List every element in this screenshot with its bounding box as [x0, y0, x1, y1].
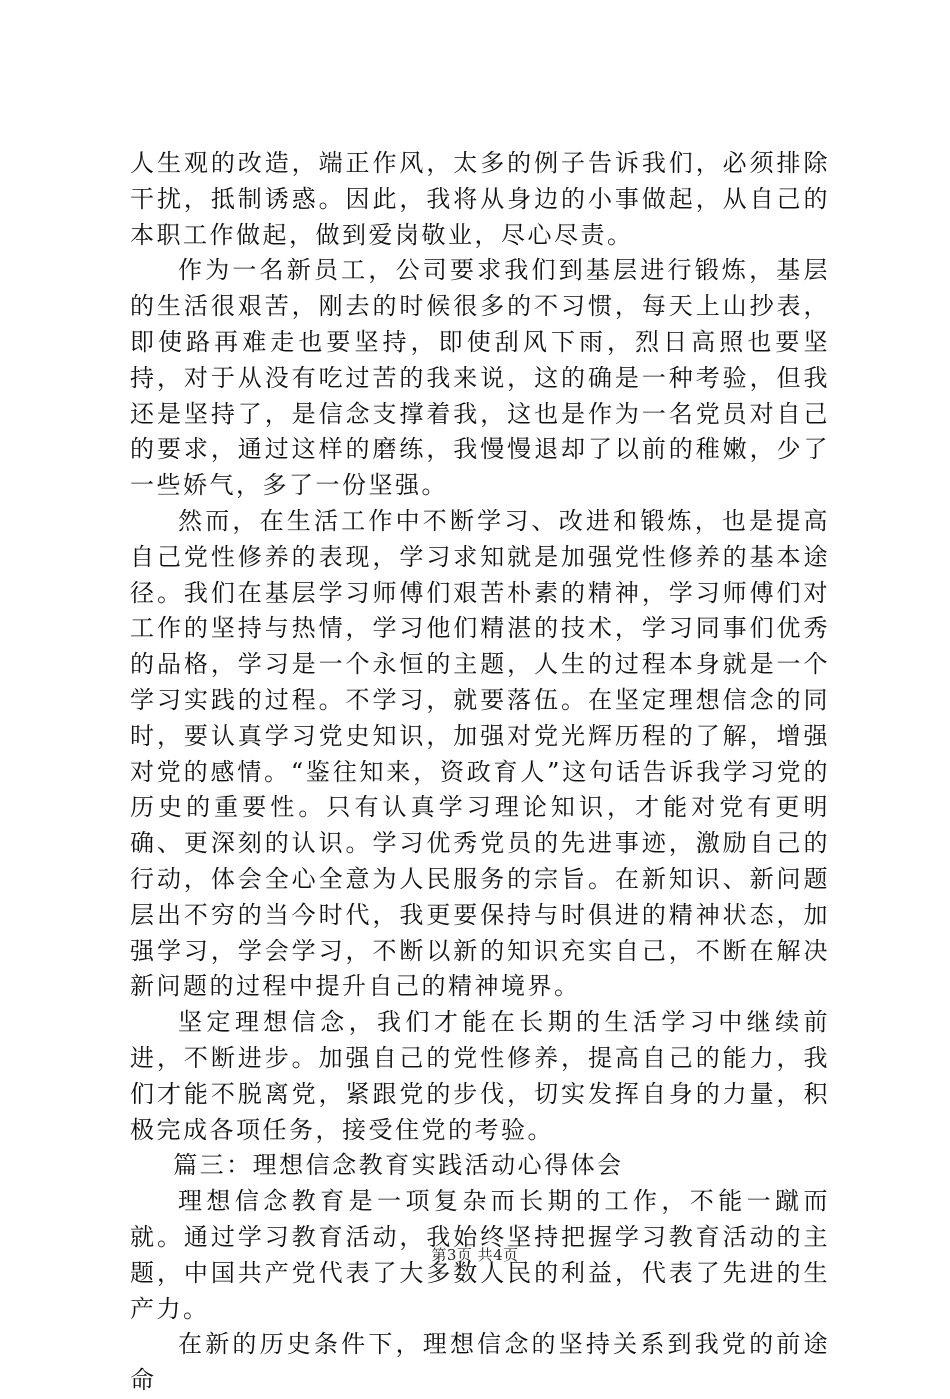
paragraph-historical-conditions: 在新的历史条件下，理想信念的坚持关系到我党的前途命 — [130, 1330, 830, 1395]
paragraph-learning: 然而，在生活工作中不断学习、改进和锻炼，也是提高自己党性修养的表现，学习求知就是加强党性修养的基本途径。我们在基层学习师傅们艰苦朴素的精神，学习师傅们对工作的坚持与热情，学习他们精湛的技术，学习同事们优秀的品格，学习是一个永恒的主题，人生的过程本身就是一个学习实践的过程。不学习，就要落伍。在坚定理想信念的同时，要认真学习党史知识，加强对党光辉历程的了解，增强对党的感情。“鉴往知来，资政育人”这句话告诉我学习党的历史的重要性。只有认真学习理论知识，才能对党有更明确、更深刻的认识。学习优秀党员的先进事迹，激励自己的行动，体会全心全意为人民服务的宗旨。在新知识、新问题层出不穷的当今时代，我更要保持与时俱进的精神状态，加强学习，学会学习，不断以新的知识充实自己，不断在解决新问题的过程中提升自己的精神境界。 — [130, 506, 830, 1001]
paragraph-new-employee: 作为一名新员工，公司要求我们到基层进行锻炼，基层的生活很艰苦，刚去的时候很多的不习惯，每天上山抄表，即使路再难走也要坚持，即使刮风下雨，烈日高照也要坚持，对于从没有吃过苦的我来说，这的确是一种考验，但我还是坚持了，是信念支撑着我，这也是作为一名党员对自己的要求，通过这样的磨练，我慢慢退却了以前的稚嫩，少了一些娇气，多了一份坚强。 — [130, 256, 830, 500]
paragraph-firm-belief: 坚定理想信念，我们才能在长期的生活学习中继续前进，不断进步。加强自己的党性修养，提高自己的能力，我们才能不脱离党，紧跟党的步伐，切实发挥自身的力量，积极完成各项任务，接受住党的考验。 — [130, 1008, 830, 1144]
section-heading: 篇三：理想信念教育实践活动心得体会 — [173, 1151, 624, 1180]
page-number-footer: 第3页 共4页 — [431, 1246, 519, 1264]
paragraph-continuation: 人生观的改造，端正作风，太多的例子告诉我们，必须排除干扰，抵制诱惑。因此，我将从身边的小事做起，从自己的本职工作做起，做到爱岗敬业，尽心尽责。 — [130, 149, 830, 249]
paragraph-education: 理想信念教育是一项复杂而长期的工作，不能一蹴而就。通过学习教育活动，我始终坚持把握学习教育活动的主题，中国共产党代表了大多数人民的利益，代表了先进的生产力。 — [130, 1187, 830, 1323]
document-body — [130, 146, 830, 1399]
